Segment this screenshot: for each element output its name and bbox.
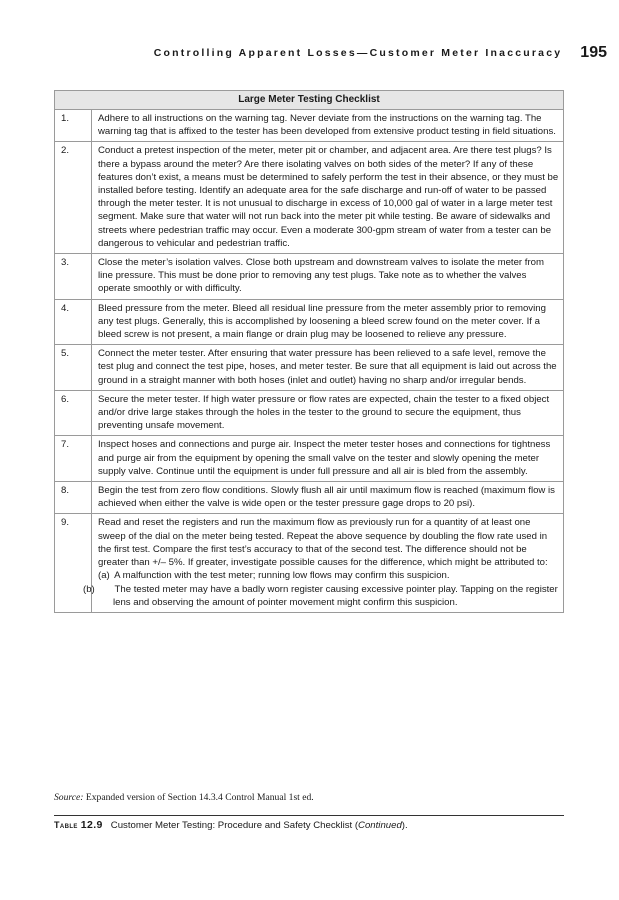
sub-item-b <box>83 583 559 609</box>
source-note <box>54 792 314 803</box>
caption-continued: Continued <box>358 820 402 831</box>
sub-item-b-label: (b) <box>83 583 95 595</box>
row-number: 6. <box>55 390 92 436</box>
table-title: Large Meter Testing Checklist <box>55 91 564 110</box>
row-number: 7. <box>55 436 92 482</box>
table-row <box>55 390 564 436</box>
row-number: 9. <box>55 514 92 612</box>
caption-label-number: 12.9 <box>80 819 103 831</box>
table-row <box>55 482 564 514</box>
checklist-table <box>54 90 564 613</box>
table-row <box>55 345 564 391</box>
row-text: Connect the meter tester. After ensuring that water pressure has been relieved to a safe level, remove the test plug and connect the test pipe, hoses, and meter tester. Be sure that all equipment is laid out across the ground in a straight manner with both hoses (inlet and outlet) having no sharp and/or irregular bends. <box>92 345 564 391</box>
page-number: 195 <box>580 44 607 61</box>
running-title: Controlling Apparent Losses—Customer Meter Inaccuracy <box>153 47 563 59</box>
sub-item-a-text: A malfunction with the test meter; running low flows may confirm this suspicion. <box>114 570 450 582</box>
row-number: 2. <box>55 142 92 254</box>
row-text: Begin the test from zero flow conditions. Slowly flush all air until maximum flow is reached (maximum flow is achieved when either the valve is wide open or the tester pressure gage drops to 20 psi). <box>92 482 564 514</box>
row-text: Inspect hoses and connections and purge air. Inspect the meter tester hoses and connections for tightness and purge air from the equipment by opening the small valve on the tester and slowly opening the meter supply valve. Continue until the equipment is under full pressure and all air is bled from the assembly. <box>92 436 564 482</box>
sub-item-a <box>98 569 559 582</box>
caption-end: ). <box>401 820 408 831</box>
table-row <box>55 436 564 482</box>
row-number: 3. <box>55 254 92 300</box>
caption-text: Customer Meter Testing: Procedure and Safety Checklist ( <box>110 820 359 831</box>
row-text: Adhere to all instructions on the warning tag. Never deviate from the instructions on the warning tag. The warning tag that is affixed to the tester has been developed from extensive product testing in field situations. <box>92 110 564 142</box>
row-text: Close the meter’s isolation valves. Close both upstream and downstream valves to isolate the meter from line pressure. This must be done prior to removing any test plugs. Take note as to whether the valves operate smoothly or with difficulty. <box>92 254 564 300</box>
source-label: Source: <box>54 792 84 803</box>
table-row <box>55 254 564 300</box>
row-text: Secure the meter tester. If high water pressure or flow rates are expected, chain the tester to a fixed object and/or drive large stakes through the holes in the tester to the ground to secure the equipment, thus preventing unsafe movement. <box>92 390 564 436</box>
table-row <box>55 142 564 254</box>
sub-item-b-text: The tested meter may have a badly worn register causing excessive pointer play. Tapping on the register lens and observing the amount of pointer movement might confirm this suspicion. <box>113 583 558 608</box>
caption-label-word: Table <box>54 820 78 830</box>
caption-rule <box>54 815 564 816</box>
table-header-row <box>55 91 564 110</box>
row-text: Conduct a pretest inspection of the meter, meter pit or chamber, and adjacent area. Are there test plugs? Is there a bypass around the meter? Are there isolating valves on both sides of the meter? If any of these features don’t exist, a means must be determined to safely perform the test in their absence, or they must be installed before testing. Identify an adequate area for the safe discharge and run-off of water to be passed through the meter tester. It is not unusual to discharge in excess of 10,000 gal of water in a large meter test segment. Make sure that water will not run back into the meter pit while testing. Be aware of sidewalks and streets where pedestrian traffic may occur. Even a moderate 300-gpm stream of water from a tester can be dangerous to vehicular and pedestrian traffic. <box>92 142 564 254</box>
table-row <box>55 514 564 612</box>
caption-label <box>54 820 103 830</box>
row-text-group <box>83 514 564 612</box>
source-text: Expanded version of Section 14.3.4 Control Manual 1st ed. <box>85 792 314 803</box>
table-row <box>55 299 564 345</box>
table-caption <box>54 819 408 831</box>
sub-item-a-label: (a) <box>98 570 110 582</box>
row-text: Bleed pressure from the meter. Bleed all residual line pressure from the meter assembly prior to removing any test plugs. Generally, this is accomplished by loosening a bleed screw found on the meter cover. If a bleed screw is not present, a main flange or drain plug may be loosened to relieve any pressure. <box>92 299 564 345</box>
running-head <box>0 44 607 62</box>
table-row <box>55 110 564 142</box>
row-number: 1. <box>55 110 92 142</box>
row-number: 4. <box>55 299 92 345</box>
row-number: 8. <box>55 482 92 514</box>
row-text: Read and reset the registers and run the maximum flow as previously run for a quantity of at least one sweep of the dial on the meter being tested. Repeat the above sequence by doubling the flow rate used in the first test. Compare the first test’s accuracy to that of the second test. The difference should not be greater than +/– 5%. If greater, investigate possible causes for the difference, which might be attributed to: <box>98 517 548 569</box>
row-number: 5. <box>55 345 92 391</box>
